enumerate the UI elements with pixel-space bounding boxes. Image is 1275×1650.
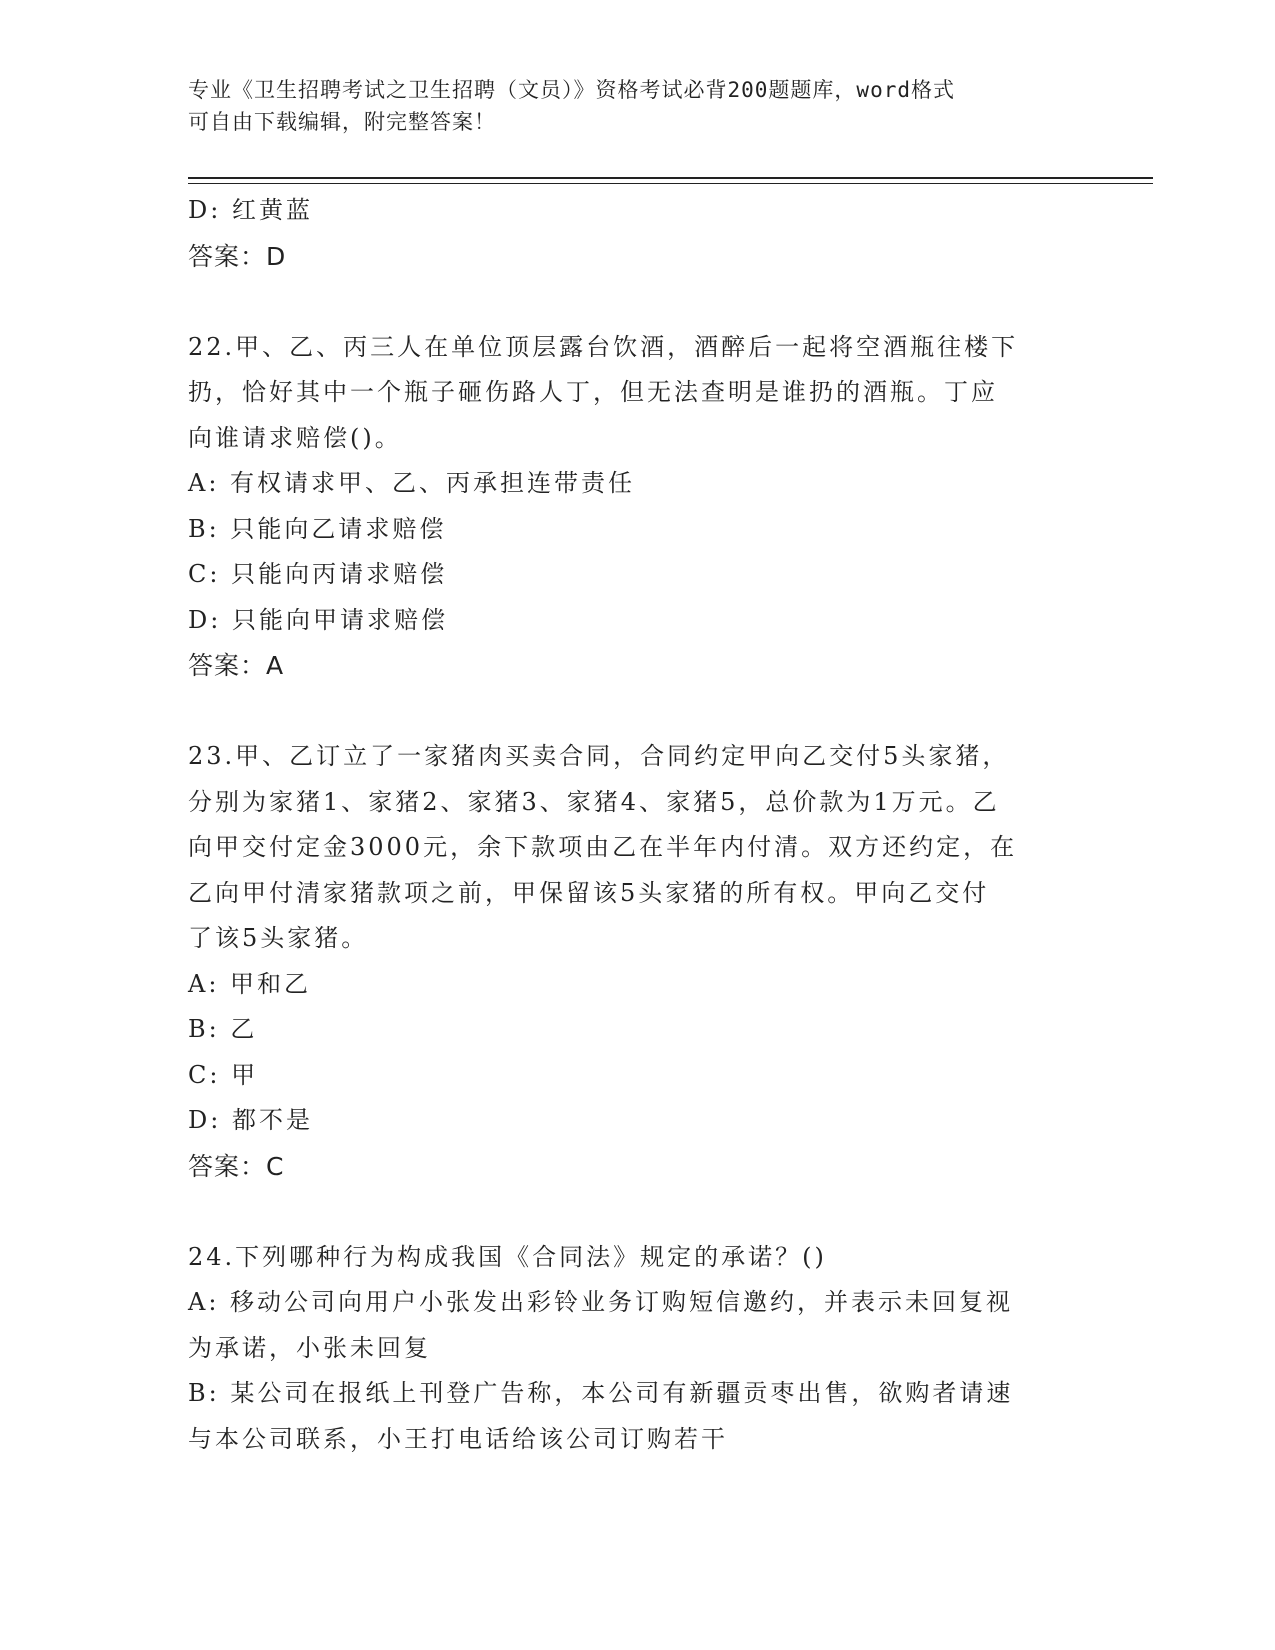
option-d: D: 只能向甲请求赔偿 <box>188 605 448 634</box>
option-b: B: 乙 <box>188 1015 258 1043</box>
question-stem-line: 分别为家猪1、家猪2、家猪3、家猪4、家猪5，总价款为1万元。乙 <box>188 787 1000 816</box>
option-b-line: 与本公司联系，小王打电话给该公司订购若干 <box>188 1424 728 1453</box>
question-24 <box>188 1235 1088 1463</box>
spacer <box>188 279 1088 325</box>
header-line-1: 专业《卫生招聘考试之卫生招聘（文员）》资格考试必背200题题库，word格式 <box>188 78 955 102</box>
question-stem-line: 23.甲、乙订立了一家猪肉买卖合同，合同约定甲向乙交付5头家猪， <box>188 742 1010 770</box>
question-stem-line: 22.甲、乙、丙三人在单位顶层露台饮酒，酒醉后一起将空酒瓶往楼下 <box>188 332 1019 361</box>
question-stem-line: 扔，恰好其中一个瓶子砸伤路人丁，但无法查明是谁扔的酒瓶。丁应 <box>188 378 998 406</box>
option-c: C: 甲 <box>188 1060 259 1089</box>
header-divider <box>188 177 1153 179</box>
answer-label: 答案：A <box>188 651 285 680</box>
answer-label: 答案：C <box>188 1151 285 1181</box>
option-a-line: 为承诺，小张未回复 <box>188 1333 431 1362</box>
question-21-tail <box>188 188 1088 279</box>
question-stem-line: 向甲交付定金3000元，余下款项由乙在半年内付清。双方还约定，在 <box>188 833 1018 861</box>
header-line-2: 可自由下载编辑，附完整答案！ <box>188 110 496 134</box>
question-content <box>188 188 1088 1462</box>
option-b: B: 只能向乙请求赔偿 <box>188 514 447 543</box>
question-stem-line: 乙向甲付清家猪款项之前，甲保留该5头家猪的所有权。甲向乙交付 <box>188 878 990 907</box>
option-a-line: A: 移动公司向用户小张发出彩铃业务订购短信邀约，并表示未回复视 <box>188 1288 1014 1316</box>
option-a: A: 有权请求甲、乙、丙承担连带责任 <box>188 469 636 497</box>
question-stem-line: 向谁请求赔偿()。 <box>188 423 402 452</box>
option-c: C: 只能向丙请求赔偿 <box>188 560 448 588</box>
question-22 <box>188 325 1088 689</box>
spacer <box>188 1189 1088 1235</box>
option-d: D: 都不是 <box>188 1106 313 1134</box>
question-23 <box>188 734 1088 1189</box>
option-d: D: 红黄蓝 <box>188 196 313 224</box>
question-stem-line: 24.下列哪种行为构成我国《合同法》规定的承诺？() <box>188 1242 827 1271</box>
document-header <box>188 74 1068 138</box>
spacer <box>188 689 1088 735</box>
question-stem-line: 了该5头家猪。 <box>188 924 369 952</box>
option-b-line: B: 某公司在报纸上刊登广告称，本公司有新疆贡枣出售，欲购者请速 <box>188 1379 1014 1407</box>
header-divider-thin <box>188 183 1153 184</box>
option-a: A: 甲和乙 <box>188 969 312 998</box>
answer-label: 答案：D <box>188 241 287 271</box>
